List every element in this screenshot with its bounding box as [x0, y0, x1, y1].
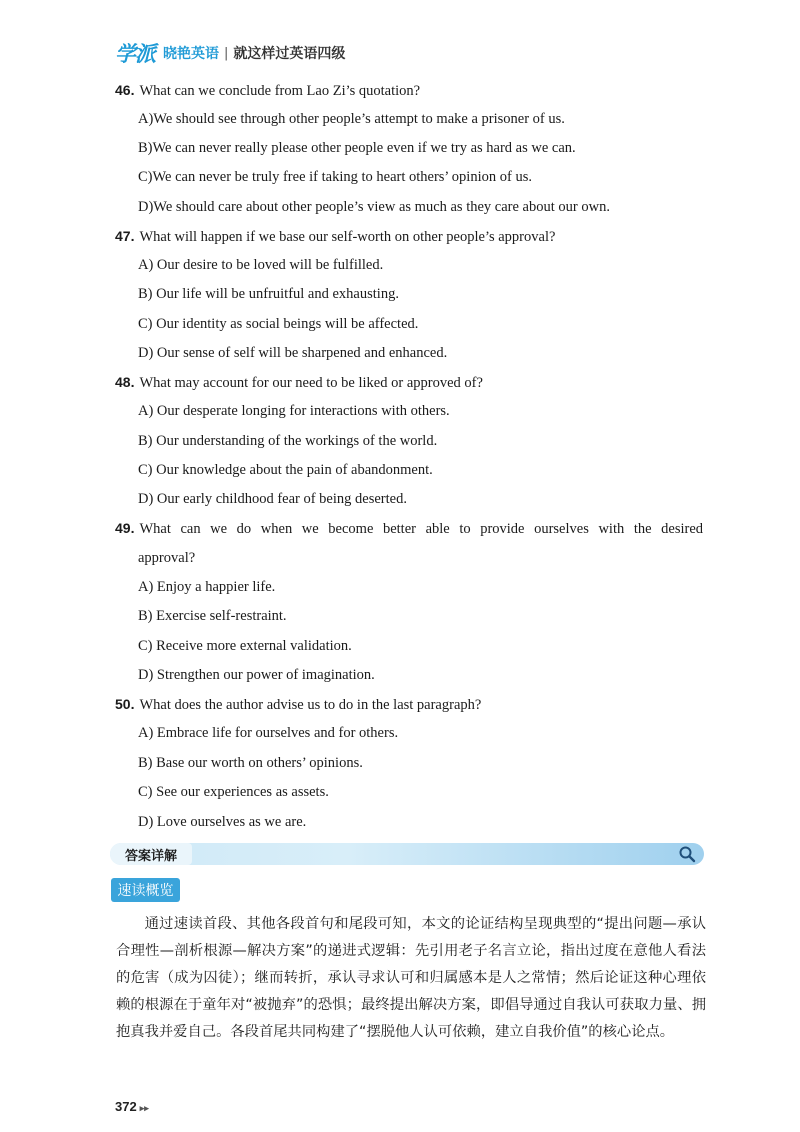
- question-text: What may account for our need to be liked or approved of?: [139, 375, 483, 391]
- overview-paragraph: 通过速读首段、其他各段首句和尾段可知，本文的论证结构呈现典型的“提出问题—承认合理性—剖析根源—解决方案”的递进式逻辑：先引用老子名言立论，指出过度在意他人看法的危害（成为囚徒）；继而转折，承认寻求认可和归属感本是人之常情；然后论证这种心理依赖的根源在于童年对“被抛弃”的恐惧；最终提出解决方案，即倡导通过自我认可获取力量、拥抱真我并爱自己。各段首尾共同构建了“摆脱他人认可依赖，建立自我价值”的核心论点。: [116, 916, 706, 1040]
- series-title: 就这样过英语四级: [233, 46, 346, 62]
- header-separator: |: [224, 45, 229, 61]
- question-48-option-d: D) Our early childhood fear of being deserted.: [138, 491, 407, 507]
- question-number: 48.: [115, 374, 135, 390]
- question-47-option-b: B) Our life will be unfruitful and exhausting.: [138, 286, 399, 302]
- question-number: 50.: [115, 696, 135, 712]
- question-text: What can we conclude from Lao Zi’s quotation?: [139, 83, 421, 99]
- question-49-option-b: B) Exercise self-restraint.: [138, 608, 287, 624]
- answer-section-label: 答案详解: [110, 843, 192, 865]
- question-48-option-b: B) Our understanding of the workings of the world.: [138, 433, 438, 449]
- question-text: What does the author advise us to do in the last paragraph?: [139, 697, 482, 713]
- question-number: 47.: [115, 228, 135, 244]
- page-number-value: 372: [115, 1099, 137, 1114]
- question-46-option-c: C)We can never be truly free if taking to heart others’ opinion of us.: [138, 169, 532, 185]
- page-number: [115, 1099, 149, 1114]
- question-49-option-d: D) Strengthen our power of imagination.: [138, 667, 375, 683]
- publisher-logo: 学派: [115, 42, 155, 66]
- question-48-stem: [115, 372, 483, 393]
- page-header: [115, 38, 345, 68]
- question-47-option-c: C) Our identity as social beings will be affected.: [138, 316, 419, 332]
- question-text: What can we do when we become better able to provide ourselves with the desired: [139, 521, 703, 537]
- question-number: 49.: [115, 520, 135, 536]
- search-icon: [678, 845, 696, 863]
- question-text: What will happen if we base our self-worth on other people’s approval?: [139, 229, 556, 245]
- question-47-option-d: D) Our sense of self will be sharpened and enhanced.: [138, 345, 448, 361]
- question-48-option-a: A) Our desperate longing for interactions with others.: [138, 403, 450, 419]
- brand-name: 晓艳英语: [163, 46, 219, 62]
- question-49-stem: [115, 518, 703, 539]
- answer-section-bar: [110, 843, 704, 865]
- question-48-option-c: C) Our knowledge about the pain of abandonment.: [138, 462, 433, 478]
- question-number: 46.: [115, 82, 135, 98]
- question-46-option-a: A)We should see through other people’s attempt to make a prisoner of us.: [138, 111, 565, 127]
- question-50-option-d: D) Love ourselves as we are.: [138, 814, 307, 830]
- question-46-option-d: D)We should care about other people’s view as much as they care about our own.: [138, 199, 610, 215]
- question-50-option-a: A) Embrace life for ourselves and for others.: [138, 725, 399, 741]
- question-46-stem: [115, 80, 420, 101]
- question-50-option-b: B) Base our worth on others’ opinions.: [138, 755, 363, 771]
- question-47-option-a: A) Our desire to be loved will be fulfilled.: [138, 257, 384, 273]
- question-50-stem: [115, 694, 481, 715]
- question-50-option-c: C) See our experiences as assets.: [138, 784, 329, 800]
- question-49-option-c: C) Receive more external validation.: [138, 638, 352, 654]
- page-arrow-icon: ▸▸: [139, 1103, 149, 1113]
- overview-tag: 速读概览: [111, 878, 180, 902]
- question-49-stem-continued: approval?: [138, 550, 196, 566]
- question-49-option-a: A) Enjoy a happier life.: [138, 579, 276, 595]
- question-47-stem: [115, 226, 555, 247]
- question-46-option-b: B)We can never really please other people even if we try as hard as we can.: [138, 140, 576, 156]
